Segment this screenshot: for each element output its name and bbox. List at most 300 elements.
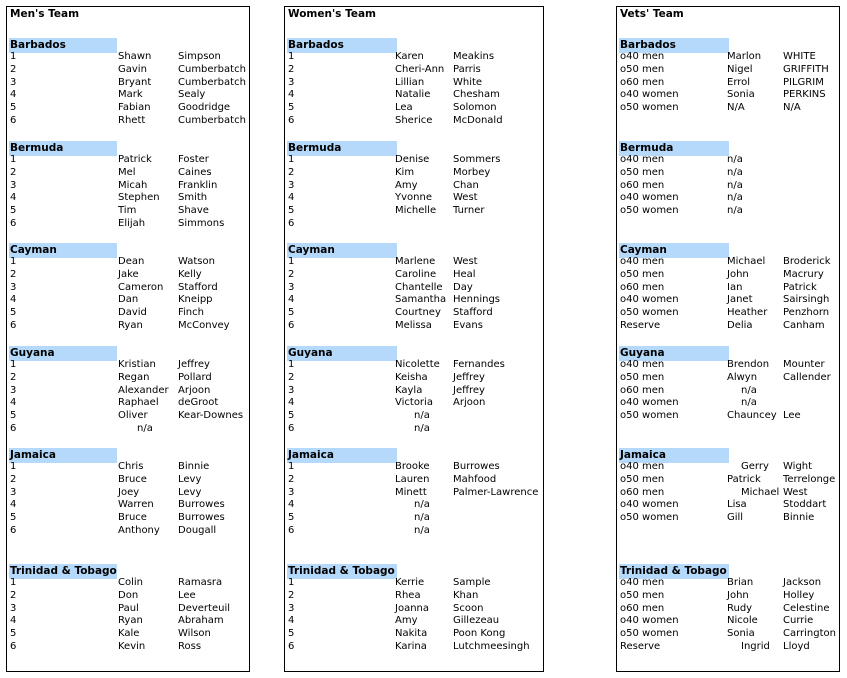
row-label: 2: [10, 268, 17, 280]
section-header: Jamaica: [9, 448, 117, 463]
first-name: Karina: [395, 641, 427, 652]
row-label: o50 women: [620, 205, 679, 217]
roster-row: [617, 603, 839, 616]
roster-row: [7, 51, 249, 64]
last-name: Pollard: [178, 371, 212, 383]
roster-row: [7, 320, 249, 333]
last-name: Simpson: [178, 51, 221, 62]
roster-row: [285, 628, 543, 641]
last-name: Stafford: [178, 281, 218, 293]
row-label: o40 men: [620, 51, 665, 62]
roster-row: [617, 77, 839, 90]
womens-team-panel: [284, 6, 544, 672]
first-name: Delia: [727, 320, 753, 331]
first-name: n/a: [741, 384, 757, 396]
last-name: Levy: [178, 486, 202, 498]
last-name: Jeffrey: [453, 371, 485, 383]
last-name: Jackson: [783, 577, 822, 588]
roster-row: [285, 461, 543, 474]
row-label: 6: [288, 641, 295, 652]
row-label: 3: [10, 486, 17, 498]
row-label: o60 men: [620, 602, 665, 614]
first-name: Regan: [118, 371, 150, 383]
roster-row: [7, 410, 249, 423]
roster-row: [7, 590, 249, 603]
roster-row: [7, 372, 249, 385]
row-label: 1: [10, 256, 17, 267]
last-name: Callender: [783, 371, 831, 383]
roster-row: [285, 77, 543, 90]
last-name: Stoddart: [783, 499, 827, 511]
first-name: Natalie: [395, 89, 431, 101]
row-label: 2: [288, 166, 295, 178]
last-name: Binnie: [783, 512, 815, 524]
last-name: Shave: [178, 205, 209, 217]
row-label: 4: [288, 615, 295, 627]
roster-row: [617, 154, 839, 167]
section-header: Barbados: [287, 38, 397, 53]
roster-row: [617, 294, 839, 307]
roster-row: [285, 294, 543, 307]
row-label: o40 men: [620, 256, 665, 267]
row-label: 3: [10, 281, 17, 293]
roster-row: [7, 461, 249, 474]
first-name: Janet: [727, 294, 753, 306]
section-header: Bermuda: [287, 141, 397, 156]
row-label: 6: [288, 525, 295, 536]
first-name: Kevin: [118, 641, 146, 652]
row-label: o50 men: [620, 473, 665, 485]
row-label: 4: [10, 499, 17, 511]
last-name: Simmons: [178, 218, 225, 229]
last-name: Macrury: [783, 268, 824, 280]
last-name: Mahfood: [453, 473, 497, 485]
first-name: Keisha: [395, 371, 428, 383]
section-header: Trinidad & Tobago: [10, 565, 117, 577]
last-name: Foster: [178, 154, 209, 165]
row-label: o50 men: [620, 166, 665, 178]
last-name: Fernandes: [453, 359, 505, 370]
last-name: Cumberbatch: [178, 76, 246, 88]
roster-row: [617, 628, 839, 641]
first-name: Stephen: [118, 192, 160, 204]
first-name: Nicole: [727, 615, 758, 627]
roster-row: [285, 499, 543, 512]
row-label: 1: [10, 461, 17, 472]
roster-row: [7, 154, 249, 167]
first-name: Samantha: [395, 294, 447, 306]
first-name: n/a: [727, 205, 743, 217]
roster-row: [285, 512, 543, 525]
row-label: 5: [10, 102, 17, 114]
roster-row: [617, 372, 839, 385]
row-label: 6: [10, 423, 17, 434]
first-name: Colin: [118, 577, 143, 588]
first-name: Mel: [118, 166, 136, 178]
row-label: 3: [288, 486, 295, 498]
row-label: 6: [10, 115, 17, 126]
last-name: GRIFFITH: [783, 63, 829, 75]
last-name: Smith: [178, 192, 208, 204]
row-label: 2: [288, 268, 295, 280]
row-label: 4: [288, 89, 295, 101]
row-label: o50 women: [620, 410, 679, 422]
last-name: Jeffrey: [453, 384, 485, 396]
first-name: N/A: [727, 102, 745, 114]
last-name: Khan: [453, 589, 479, 601]
row-label: o50 men: [620, 63, 665, 75]
row-label: 5: [10, 410, 17, 422]
last-name: McConvey: [178, 320, 230, 331]
first-name: Gavin: [118, 63, 147, 75]
last-name: Morbey: [453, 166, 491, 178]
first-name: Heather: [727, 307, 768, 319]
row-label: 1: [288, 359, 295, 370]
first-name: Cameron: [118, 281, 164, 293]
first-name: Alwyn: [727, 371, 758, 383]
first-name: Tim: [118, 205, 137, 217]
row-label: 3: [288, 384, 295, 396]
last-name: Meakins: [453, 51, 495, 62]
first-name: n/a: [414, 410, 430, 422]
row-label: 3: [288, 179, 295, 191]
roster-row: [7, 294, 249, 307]
row-label: o50 women: [620, 102, 679, 114]
roster-row: [285, 89, 543, 102]
first-name: Amy: [395, 179, 418, 191]
row-label: o50 men: [620, 371, 665, 383]
first-name: Ingrid: [741, 641, 770, 652]
row-label: 3: [288, 281, 295, 293]
first-name: n/a: [414, 423, 430, 434]
last-name: Caines: [178, 166, 212, 178]
roster-row: [285, 307, 543, 320]
first-name: Bryant: [118, 76, 152, 88]
roster-row: [7, 487, 249, 500]
row-label: o40 women: [620, 89, 679, 101]
section-header: Trinidad & Tobago: [287, 564, 397, 579]
roster-row: [285, 154, 543, 167]
row-label: 5: [288, 410, 295, 422]
roster-row: [617, 192, 839, 205]
first-name: Brendon: [727, 359, 770, 370]
roster-row: [617, 320, 839, 333]
last-name: Kear-Downes: [178, 410, 244, 422]
roster-row: [7, 192, 249, 205]
row-label: 2: [288, 63, 295, 75]
last-name: White: [453, 76, 483, 88]
row-label: 3: [10, 602, 17, 614]
row-label: 5: [10, 307, 17, 319]
first-name: Michael: [727, 256, 766, 267]
last-name: PILGRIM: [783, 76, 824, 88]
last-name: Scoon: [453, 602, 484, 614]
row-label: 5: [288, 628, 295, 640]
roster-row: [7, 397, 249, 410]
roster-row: [617, 51, 839, 64]
first-name: Minett: [395, 486, 427, 498]
roster-row: [285, 320, 543, 333]
first-name: Patrick: [118, 154, 152, 165]
roster-row: [285, 167, 543, 180]
row-label: 1: [288, 256, 295, 267]
roster-row: [617, 410, 839, 423]
row-label: 6: [10, 320, 17, 331]
row-label: o40 men: [620, 359, 665, 370]
row-label: 1: [10, 154, 17, 165]
first-name: n/a: [727, 179, 743, 191]
row-label: 2: [288, 589, 295, 601]
roster-row: [285, 180, 543, 193]
roster-row: [285, 115, 543, 128]
first-name: Kerrie: [395, 577, 425, 588]
last-name: Burrowes: [453, 461, 500, 472]
row-label: 2: [288, 371, 295, 383]
last-name: Sample: [453, 577, 491, 588]
roster-row: [285, 192, 543, 205]
first-name: Kristian: [118, 359, 156, 370]
roster-row: [7, 385, 249, 398]
first-name: Yvonne: [395, 192, 432, 204]
first-name: Victoria: [395, 397, 433, 409]
first-name: Kim: [395, 166, 415, 178]
row-label: 4: [288, 499, 295, 511]
section-header: Guyana: [287, 346, 397, 361]
roster-row: [285, 410, 543, 423]
last-name: Chesham: [453, 89, 500, 101]
first-name: Courtney: [395, 307, 441, 319]
last-name: Evans: [453, 320, 483, 331]
last-name: Watson: [178, 256, 215, 267]
roster-row: [7, 180, 249, 193]
last-name: Solomon: [453, 102, 497, 114]
last-name: Patrick: [783, 281, 817, 293]
roster-row: [7, 307, 249, 320]
first-name: Bruce: [118, 473, 147, 485]
row-label: 2: [10, 589, 17, 601]
first-name: Rhett: [118, 115, 146, 126]
last-name: Wilson: [178, 628, 211, 640]
row-label: 4: [10, 294, 17, 306]
last-name: Day: [453, 281, 473, 293]
first-name: Chris: [118, 461, 144, 472]
first-name: Mark: [118, 89, 143, 101]
first-name: Brian: [727, 577, 754, 588]
first-name: n/a: [137, 423, 153, 434]
panel-title: Women's Team: [288, 8, 376, 20]
first-name: Denise: [395, 154, 430, 165]
first-name: Rudy: [727, 602, 753, 614]
row-label: o40 women: [620, 499, 679, 511]
last-name: Parris: [453, 63, 481, 75]
roster-row: [285, 205, 543, 218]
roster-row: [617, 205, 839, 218]
row-label: 4: [288, 397, 295, 409]
last-name: Dougall: [178, 525, 217, 536]
roster-row: [285, 397, 543, 410]
row-label: o60 men: [620, 179, 665, 191]
roster-row: [617, 256, 839, 269]
last-name: Kelly: [178, 268, 202, 280]
row-label: 4: [10, 615, 17, 627]
last-name: Levy: [178, 473, 202, 485]
last-name: Gillezeau: [453, 615, 500, 627]
first-name: Oliver: [118, 410, 148, 422]
last-name: Sairsingh: [783, 294, 830, 306]
row-label: 5: [10, 512, 17, 524]
row-label: o40 men: [620, 461, 665, 472]
roster-row: [7, 269, 249, 282]
row-label: Reserve: [620, 641, 661, 652]
roster-row: [7, 628, 249, 641]
section-header: Cayman: [619, 243, 729, 258]
last-name: Broderick: [783, 256, 831, 267]
row-label: 5: [10, 628, 17, 640]
last-name: Heal: [453, 268, 476, 280]
last-name: deGroot: [178, 397, 219, 409]
roster-row: [7, 499, 249, 512]
row-label: 4: [10, 89, 17, 101]
roster-row: [7, 577, 249, 590]
section-header: Bermuda: [9, 141, 117, 156]
last-name: Finch: [178, 307, 204, 319]
roster-row: [617, 461, 839, 474]
last-name: Celestine: [783, 602, 830, 614]
row-label: o40 men: [620, 154, 665, 165]
section-header: Barbados: [9, 38, 117, 53]
last-name: Sealy: [178, 89, 206, 101]
roster-row: [285, 102, 543, 115]
section-header: Jamaica: [619, 448, 729, 463]
last-name: Currie: [783, 615, 814, 627]
last-name: Mounter: [783, 359, 825, 370]
roster-row: [285, 474, 543, 487]
roster-row: [7, 167, 249, 180]
row-label: 6: [288, 115, 295, 126]
first-name: Ryan: [118, 320, 143, 331]
row-label: 3: [10, 179, 17, 191]
row-label: 5: [10, 205, 17, 217]
first-name: Nigel: [727, 63, 753, 75]
section-header: Bermuda: [619, 141, 729, 156]
last-name: Cumberbatch: [178, 115, 246, 126]
last-name: Carrington: [783, 628, 836, 640]
first-name: John: [727, 268, 749, 280]
last-name: Ross: [178, 641, 202, 652]
roster-row: [617, 180, 839, 193]
row-label: 4: [10, 397, 17, 409]
last-name: Abraham: [178, 615, 224, 627]
roster-row: [7, 64, 249, 77]
roster-row: [285, 615, 543, 628]
roster-row: [617, 167, 839, 180]
last-name: Kneipp: [178, 294, 213, 306]
first-name: n/a: [727, 166, 743, 178]
section-header: Guyana: [619, 346, 729, 361]
section-header: Cayman: [9, 243, 117, 258]
first-name: Michelle: [395, 205, 437, 217]
roster-row: [285, 282, 543, 295]
last-name: Jeffrey: [178, 359, 210, 370]
first-name: David: [118, 307, 147, 319]
roster-row: [285, 603, 543, 616]
roster-row: [617, 269, 839, 282]
last-name: Cumberbatch: [178, 63, 246, 75]
row-label: o40 men: [620, 577, 665, 588]
row-label: 6: [288, 320, 295, 331]
last-name: WHITE: [783, 51, 816, 62]
first-name: n/a: [727, 154, 743, 165]
roster-row: [285, 487, 543, 500]
row-label: o50 women: [620, 628, 679, 640]
roster-row: [285, 423, 543, 436]
last-name: Arjoon: [453, 397, 486, 409]
section-header: Cayman: [287, 243, 397, 258]
row-label: 2: [10, 371, 17, 383]
row-label: 3: [288, 76, 295, 88]
first-name: Nakita: [395, 628, 428, 640]
last-name: Ramasra: [178, 577, 223, 588]
first-name: Rhea: [395, 589, 421, 601]
first-name: n/a: [727, 192, 743, 204]
section-header: Guyana: [9, 346, 117, 361]
row-label: 5: [288, 307, 295, 319]
last-name: PERKINS: [783, 89, 826, 101]
roster-row: [617, 577, 839, 590]
roster-row: [617, 590, 839, 603]
panel-title: Vets' Team: [620, 8, 684, 20]
row-label: 4: [10, 192, 17, 204]
row-label: o60 men: [620, 76, 665, 88]
row-label: 5: [288, 205, 295, 217]
first-name: Michael: [741, 486, 780, 498]
roster-row: [7, 256, 249, 269]
last-name: N/A: [783, 102, 801, 114]
last-name: West: [453, 256, 478, 267]
row-label: 6: [10, 525, 17, 536]
roster-row: [285, 590, 543, 603]
roster-row: [617, 615, 839, 628]
first-name: Chantelle: [395, 281, 443, 293]
row-label: o50 men: [620, 589, 665, 601]
row-label: 6: [288, 423, 295, 434]
roster-row: [7, 102, 249, 115]
first-name: Ryan: [118, 615, 143, 627]
first-name: Sherice: [395, 115, 433, 126]
first-name: Raphael: [118, 397, 159, 409]
roster-row: [285, 385, 543, 398]
first-name: Karen: [395, 51, 424, 62]
first-name: Nicolette: [395, 359, 440, 370]
last-name: West: [783, 486, 808, 498]
last-name: Poon Kong: [453, 628, 506, 640]
roster-row: [617, 641, 839, 654]
last-name: Burrowes: [178, 499, 225, 511]
last-name: Palmer-Lawrence: [453, 486, 539, 498]
panel-title: Men's Team: [10, 8, 80, 20]
row-label: o60 men: [620, 486, 665, 498]
row-label: 2: [10, 166, 17, 178]
last-name: Hennings: [453, 294, 501, 306]
section-header: Jamaica: [287, 448, 397, 463]
first-name: n/a: [414, 525, 430, 536]
last-name: McDonald: [453, 115, 503, 126]
last-name: Terrelonge: [783, 473, 836, 485]
row-label: 3: [10, 384, 17, 396]
first-name: Joanna: [395, 602, 429, 614]
first-name: Marlon: [727, 51, 762, 62]
last-name: Lee: [178, 589, 196, 601]
